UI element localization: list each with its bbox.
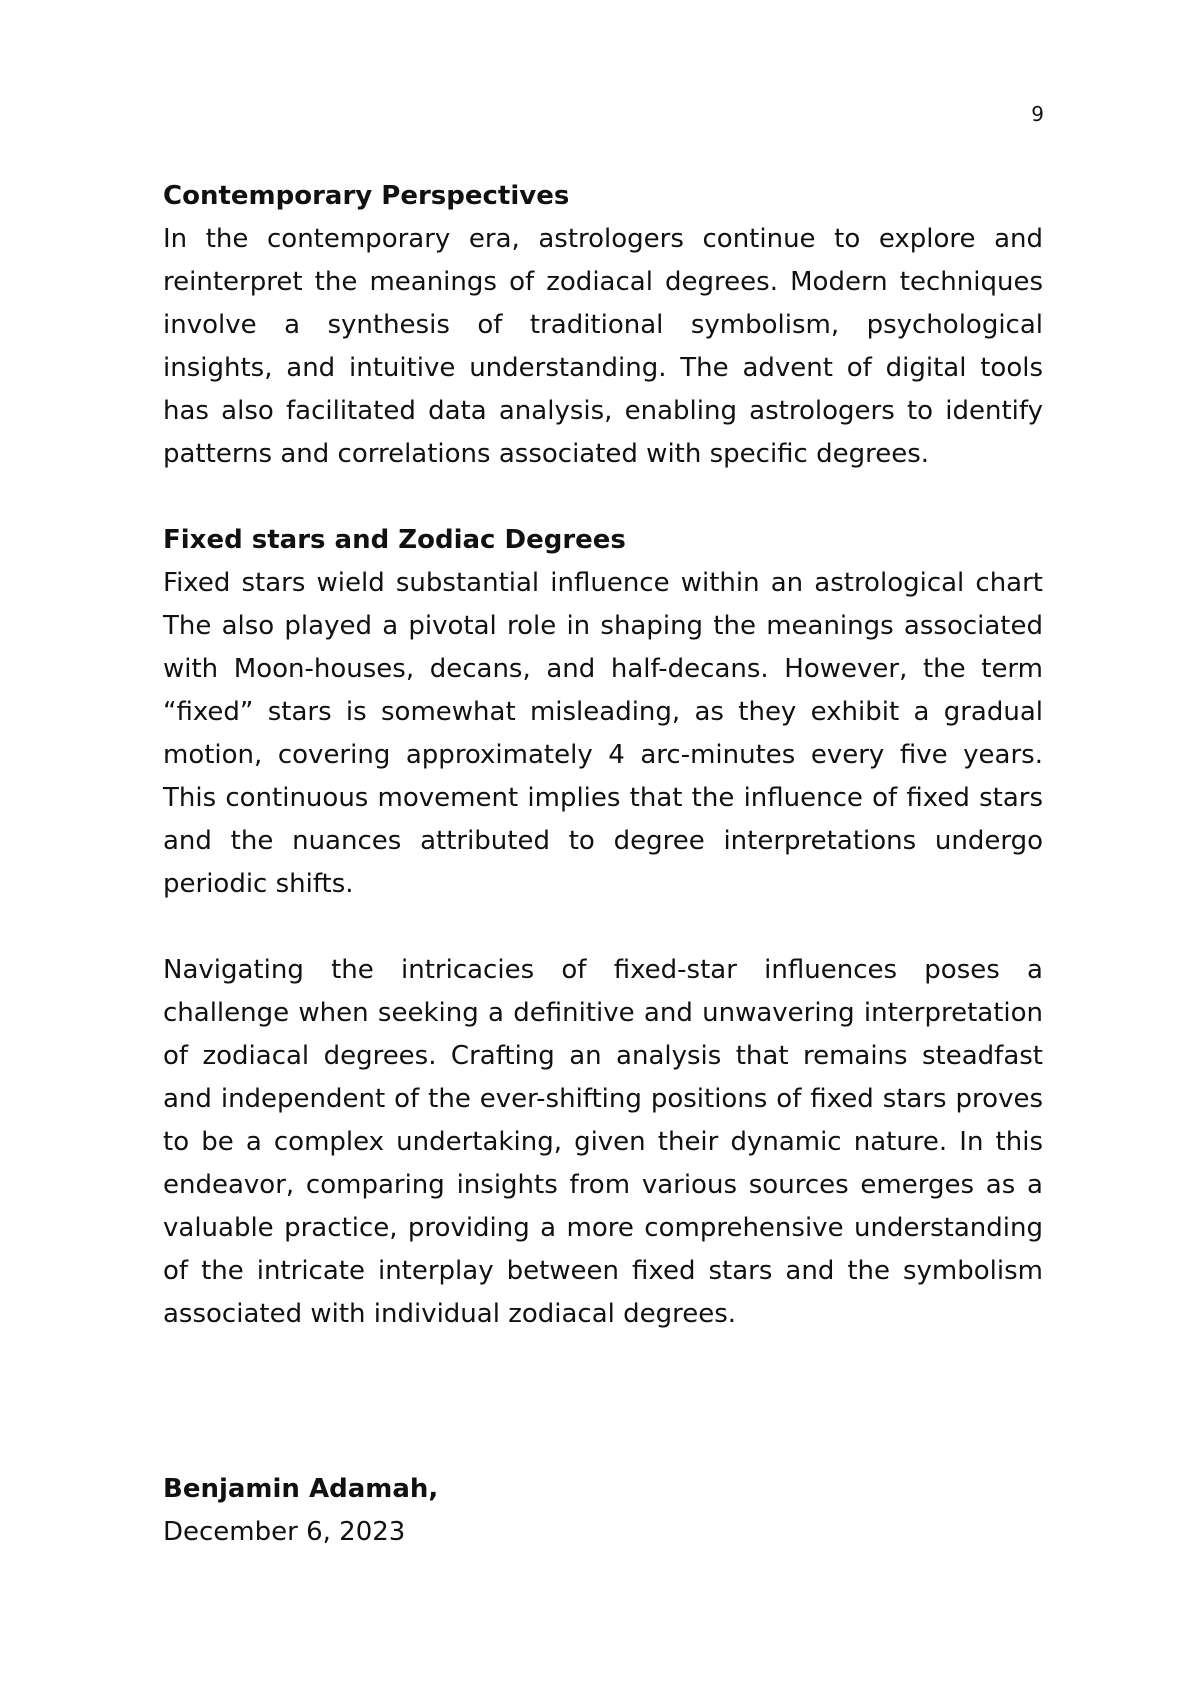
section-heading-contemporary-perspectives: Contemporary Perspectives [163,181,570,211]
signature-block [163,1468,1043,1554]
paragraph-spacer [163,906,1043,949]
paragraph-fixed-stars: Fixed stars wield substantial influence within an astrological chart The also played a pivotal role in shaping the meanings associated with Moon-houses, decans, and half-decans. However, the term “fixed” stars is somewhat misleading, as they exhibit a gradual motion, covering approximately 4 arc-minutes every five years. This continuous movement implies that the influence of fixed stars and the nuances attributed to degree interpretations undergo periodic shifts. [163,568,1043,899]
paragraph-spacer [163,476,1043,519]
section-heading-fixed-stars: Fixed stars and Zodiac Degrees [163,525,626,555]
paragraph-contemporary-perspectives: In the contemporary era, astrologers continue to explore and reinterpret the meanings of zodiacal degrees. Modern techniques involve a synthesis of traditional symbolism, psychological insights, and intuitive understanding. The advent of digital tools has also facilitated data analysis, enabling astrologers to identify patterns and correlations associated with specific degrees. [163,224,1043,469]
page-number: 9 [1031,102,1044,126]
signature-date: December 6, 2023 [163,1517,406,1547]
document-body [163,175,1043,1336]
paragraph-navigating-fixed-star-influences: Navigating the intricacies of fixed-star influences poses a challenge when seeking a definitive and unwavering interpretation of zodiacal degrees. Crafting an analysis that remains steadfast and independent of the ever-shifting positions of fixed stars proves to be a complex undertaking, given their dynamic nature. In this endeavor, comparing insights from various sources emerges as a valuable practice, providing a more comprehensive understanding of the intricate interplay between fixed stars and the symbolism associated with individual zodiacal degrees. [163,955,1043,1329]
author-name: Benjamin Adamah, [163,1474,439,1504]
